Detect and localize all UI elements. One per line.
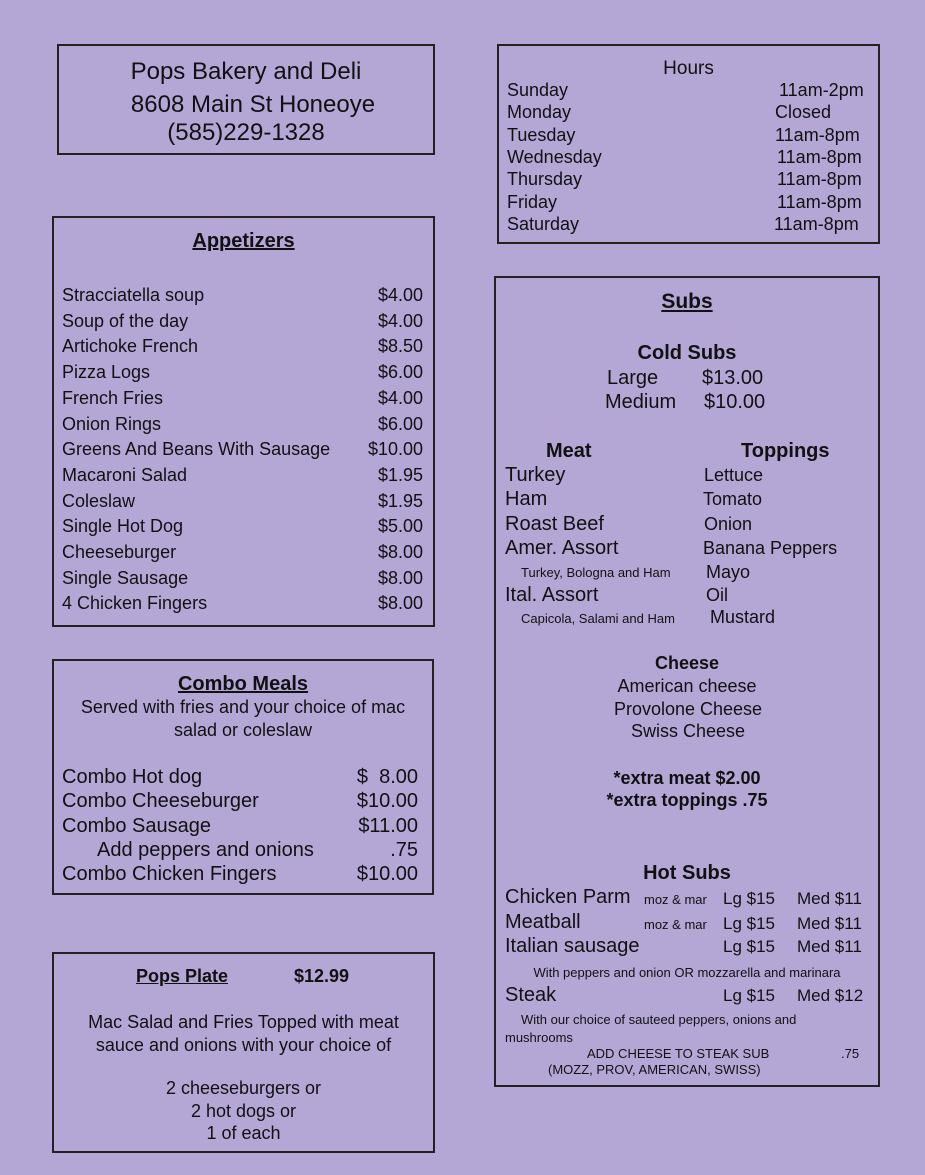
topping-mustard: Mustard	[710, 607, 776, 627]
combo-box	[52, 659, 434, 895]
hot-sub-meatball: Meatball	[505, 911, 581, 933]
pops-plate-choice-3: 1 of each	[206, 1123, 281, 1143]
appetizer-name: Coleslaw	[62, 490, 136, 511]
appetizer-price: $8.00	[377, 567, 423, 588]
appetizer-name: Single Hot Dog	[62, 516, 184, 537]
add-cheese-steak-price: .75	[841, 1046, 860, 1061]
combo-item-price: $ 8.00	[356, 766, 418, 788]
hours-day: Tuesday	[507, 124, 576, 145]
appetizer-price: $10.00	[367, 439, 423, 460]
hot-sub-chicken-parm-note: moz & mar	[644, 892, 707, 907]
hours-day: Saturday	[507, 213, 580, 234]
combo-item-price: $11.00	[358, 815, 418, 837]
meat-ham: Ham	[505, 488, 548, 510]
meat-ital-assort: Ital. Assort	[505, 584, 599, 606]
appetizer-name: Stracciatella soup	[62, 285, 205, 305]
extra-meat: *extra meat $2.00	[613, 768, 761, 788]
toppings-title: Toppings	[741, 440, 830, 462]
meat-amer-assort-note: Turkey, Bologna and Ham	[521, 565, 671, 580]
hot-sub-meatball-note: moz & mar	[644, 917, 707, 932]
hours-day: Monday	[507, 102, 572, 123]
combo-item-name: Combo Cheeseburger	[62, 790, 259, 812]
steak-note-1: With our choice of sauteed peppers, onions and	[521, 1012, 797, 1027]
hours-title: Hours	[663, 58, 714, 79]
appetizers-title: Appetizers	[192, 230, 295, 252]
combo-subtitle-1: Served with fries and your choice of mac	[80, 697, 406, 717]
topping-oil: Oil	[706, 585, 728, 605]
combo-item-name: Add peppers and onions	[97, 839, 314, 861]
appetizers-box	[52, 216, 435, 627]
appetizer-price: $6.00	[377, 362, 423, 383]
meat-turkey: Turkey	[505, 464, 566, 486]
hot-sub-italian-sausage-med: Med $11	[797, 937, 862, 956]
pops-plate-desc-2: sauce and onions with your choice of	[95, 1035, 392, 1055]
subs-title: Subs	[661, 290, 713, 313]
hot-sub-chicken-parm: Chicken Parm	[505, 886, 631, 908]
hours-time: Closed	[775, 102, 832, 123]
combo-item-name: Combo Hot dog	[62, 766, 203, 788]
appetizer-name: Macaroni Salad	[62, 464, 188, 485]
hot-sub-chicken-parm-med: Med $11	[797, 889, 862, 908]
appetizer-price: $1.95	[377, 490, 423, 511]
appetizer-price: $5.00	[377, 516, 423, 537]
extra-toppings: *extra toppings .75	[606, 790, 768, 810]
cold-subs-title: Cold Subs	[637, 342, 737, 364]
hours-day: Sunday	[507, 80, 569, 100]
hours-box	[497, 44, 880, 244]
hours-time: 11am-8pm	[777, 146, 862, 167]
hours-time: 11am-8pm	[777, 191, 862, 212]
pops-plate-price: $12.99	[294, 966, 350, 986]
hot-sub-meatball-lg: Lg $15	[723, 914, 775, 933]
pops-plate-box	[52, 952, 435, 1153]
hours-day: Friday	[507, 191, 558, 212]
header-box	[57, 44, 435, 155]
pops-plate-title: Pops Plate	[136, 966, 229, 986]
hot-sub-italian-sausage-lg: Lg $15	[723, 937, 775, 956]
appetizer-name: Greens And Beans With Sausage	[62, 439, 331, 460]
steak-note-2: mushrooms	[505, 1030, 573, 1045]
appetizer-name: Onion Rings	[62, 413, 162, 434]
appetizer-name: Cheeseburger	[62, 542, 177, 562]
meat-title: Meat	[546, 440, 592, 462]
appetizer-price: $8.50	[377, 336, 423, 357]
meat-roast-beef: Roast Beef	[505, 513, 604, 535]
hot-sub-steak-med: Med $12	[797, 986, 864, 1005]
appetizer-price: $1.95	[377, 464, 423, 485]
add-cheese-steak: ADD CHEESE TO STEAK SUB	[587, 1046, 770, 1061]
cold-large-price: $13.00	[702, 367, 764, 389]
combo-item-price: .75	[390, 839, 418, 861]
appetizer-price: $8.00	[377, 542, 423, 562]
pops-plate-desc-1: Mac Salad and Fries Topped with meat	[88, 1012, 399, 1032]
restaurant-phone: (585)229-1328	[167, 119, 325, 146]
pops-plate-choice-1: 2 cheeseburgers or	[165, 1078, 322, 1098]
combo-item-name: Combo Chicken Fingers	[62, 863, 277, 885]
appetizer-name: Pizza Logs	[62, 362, 151, 383]
topping-banana-peppers: Banana Peppers	[703, 538, 838, 558]
appetizer-name: French Fries	[62, 387, 164, 408]
hours-time: 11am-8pm	[775, 124, 860, 145]
appetizer-name: Single Sausage	[62, 567, 189, 588]
hours-time: 11am-8pm	[777, 169, 862, 190]
restaurant-address: 8608 Main St Honeoye	[130, 91, 376, 118]
appetizer-name: Artichoke French	[62, 336, 199, 357]
topping-mayo: Mayo	[706, 562, 751, 582]
combo-title: Combo Meals	[177, 673, 309, 695]
combo-item-name: Combo Sausage	[62, 815, 211, 837]
appetizer-price: $4.00	[377, 310, 423, 331]
subs-box	[494, 276, 880, 1087]
appetizer-price: $6.00	[377, 413, 423, 434]
combo-item-price: $10.00	[356, 863, 418, 885]
hot-sub-steak: Steak	[505, 984, 557, 1006]
pops-plate-choice-2: 2 hot dogs or	[190, 1101, 297, 1121]
cold-medium-label: Medium	[605, 391, 677, 413]
combo-item-price: $10.00	[356, 790, 418, 812]
appetizer-name: 4 Chicken Fingers	[62, 593, 208, 614]
cheese-american: American cheese	[617, 676, 757, 696]
hot-subs-title: Hot Subs	[643, 862, 731, 884]
meat-amer-assort: Amer. Assort	[505, 537, 619, 559]
topping-tomato: Tomato	[703, 489, 763, 509]
hot-sub-steak-lg: Lg $15	[723, 986, 775, 1005]
combo-subtitle-2: salad or coleslaw	[173, 720, 313, 740]
cheese-title: Cheese	[654, 653, 720, 673]
hot-sub-italian-sausage: Italian sausage	[505, 935, 640, 957]
appetizer-price: $4.00	[377, 387, 423, 408]
topping-lettuce: Lettuce	[704, 465, 764, 485]
meat-ital-assort-note: Capicola, Salami and Ham	[521, 611, 675, 626]
appetizer-price: $8.00	[377, 593, 423, 614]
cold-large-label: Large	[607, 367, 659, 389]
topping-onion: Onion	[704, 514, 753, 534]
cheese-provolone: Provolone Cheese	[613, 699, 763, 719]
hours-day: Thursday	[507, 169, 583, 190]
hours-time: 11am-2pm	[779, 80, 864, 100]
hot-sub-chicken-parm-lg: Lg $15	[723, 889, 775, 908]
cheese-options: (MOZZ, PROV, AMERICAN, SWISS)	[548, 1062, 761, 1077]
sausage-note: With peppers and onion OR mozzarella and marinara	[533, 965, 841, 980]
appetizer-price: $4.00	[377, 285, 423, 305]
cheese-swiss: Swiss Cheese	[630, 721, 746, 741]
cold-medium-price: $10.00	[704, 391, 766, 413]
hours-day: Wednesday	[507, 146, 602, 167]
hot-sub-meatball-med: Med $11	[797, 914, 862, 933]
hours-time: 11am-8pm	[774, 213, 859, 234]
appetizer-name: Soup of the day	[62, 310, 189, 331]
restaurant-name: Pops Bakery and Deli	[130, 58, 362, 85]
